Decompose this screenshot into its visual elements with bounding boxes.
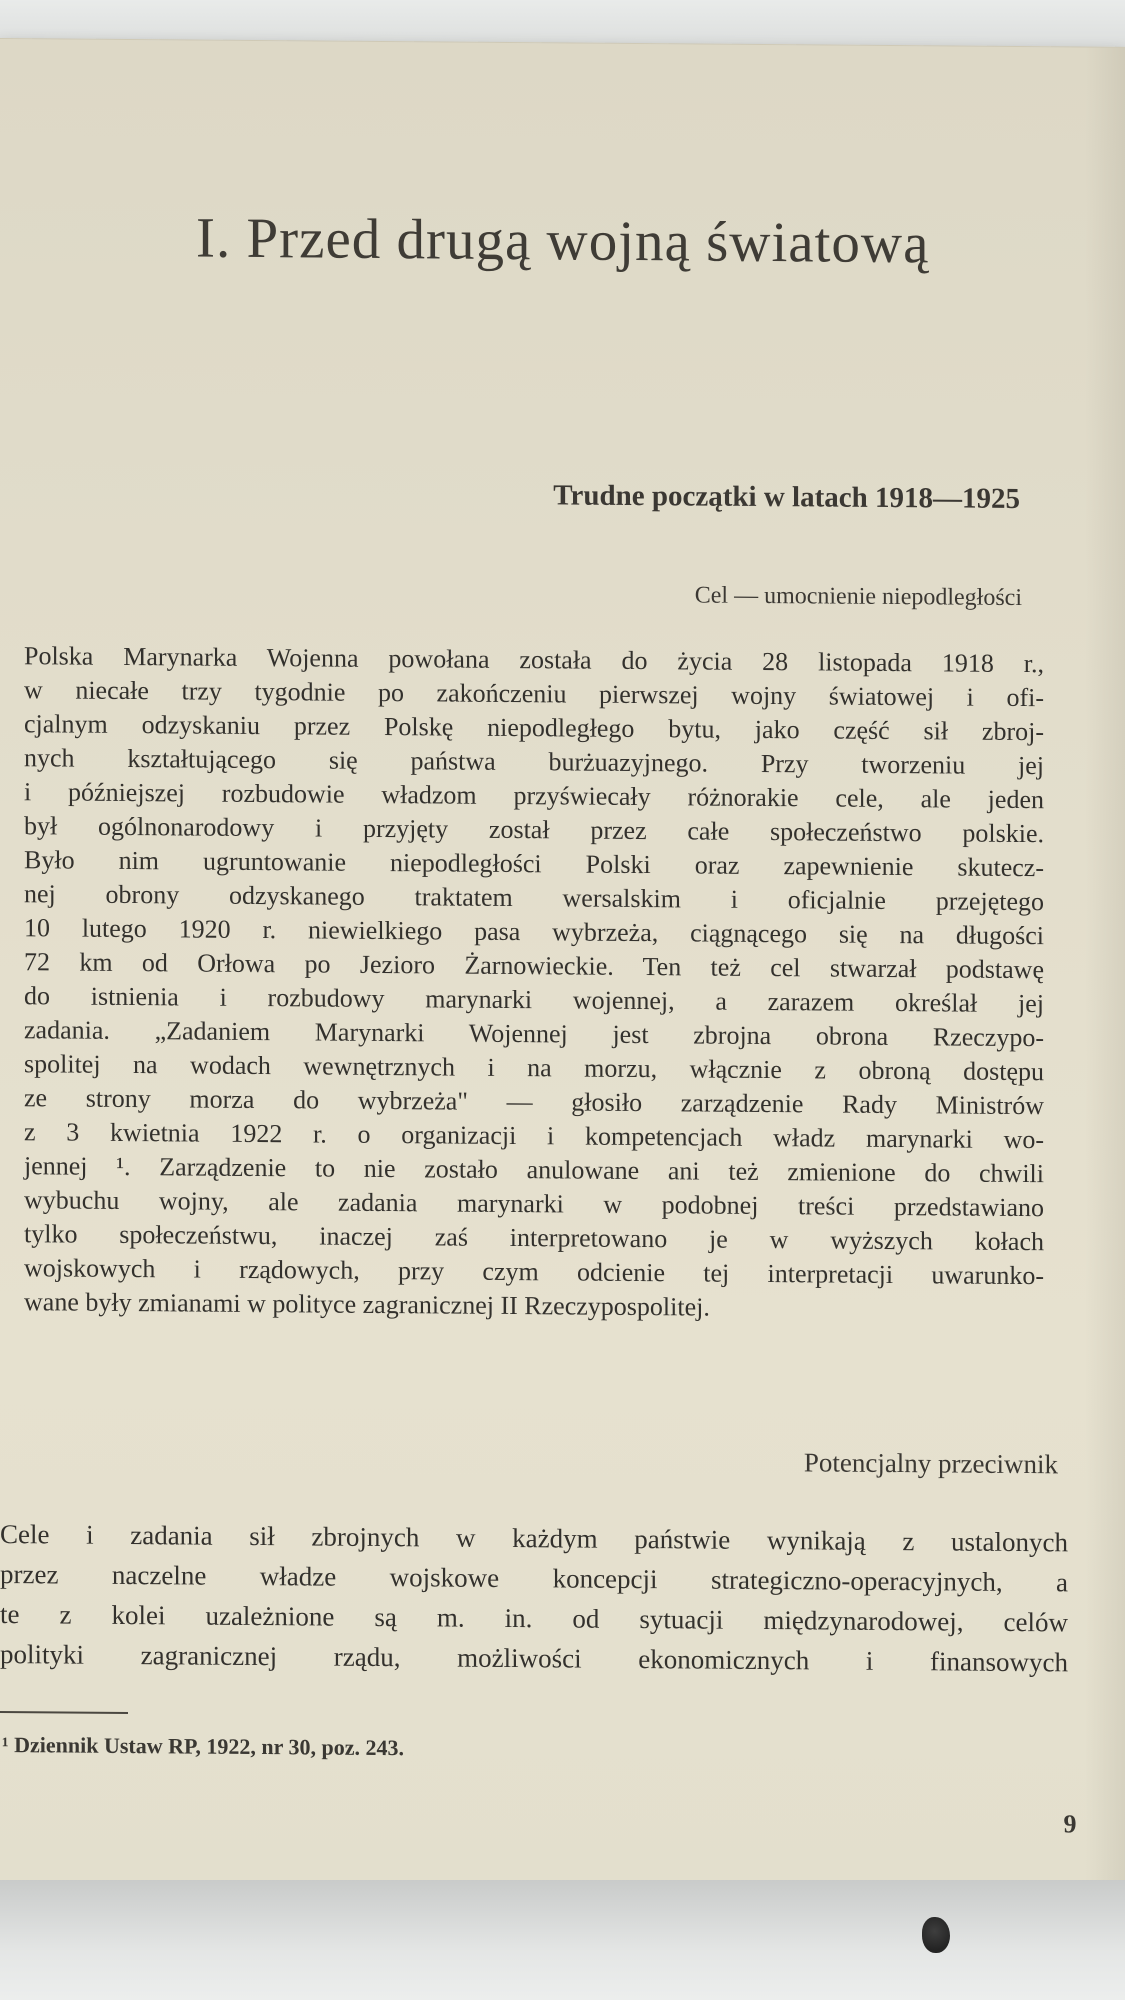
text-line: do istnienia i rozbudowy marynarki wojennej, a zarazem określał jej — [24, 981, 1044, 1019]
text-line: Polska Marynarka Wojenna powołana została do życia 28 listopada 1918 r., — [24, 641, 1044, 679]
book-page — [0, 38, 1125, 1898]
section-title: Trudne początki w latach 1918—1925 — [553, 479, 1020, 516]
text-line: wane były zmianami w polityce zagranicznej II Rzeczypospolitej. — [24, 1287, 710, 1322]
text-line: ze strony morza do wybrzeża" — głosiło zarządzenie Rady Ministrów — [24, 1083, 1044, 1121]
footnote-divider — [0, 1711, 128, 1714]
text-line: przez naczelne władze wojskowe koncepcji strategiczno-operacyjnych, a — [0, 1559, 1068, 1598]
subsection-title-goal: Cel — umocnienie niepodległości — [694, 582, 1022, 612]
paragraph-adversary — [0, 1514, 1068, 1682]
footnote-marker: ¹ — [2, 1732, 9, 1758]
text-line: wybuchu wojny, ale zadania marynarki w podobnej treści przedstawiano — [24, 1185, 1044, 1223]
footnote-text: Dziennik Ustaw RP, 1922, nr 30, poz. 243. — [14, 1732, 405, 1761]
text-line: te z kolei uzależnione są m. in. od sytuacji międzynarodowej, celów — [0, 1599, 1068, 1638]
page-number: 9 — [1063, 1809, 1077, 1839]
background-bottom — [0, 1880, 1125, 2000]
text-line: Było nim ugruntowanie niepodległości Polski oraz zapewnienie skutecz- — [24, 845, 1044, 883]
text-line: nych kształtującego się państwa burżuazyjnego. Przy tworzeniu jej — [24, 743, 1044, 781]
text-line: jennej ¹. Zarządzenie to nie zostało anulowane ani też zmienione do chwili — [24, 1151, 1044, 1189]
text-line: był ogólnonarodowy i przyjęty został przez całe społeczeństwo polskie. — [24, 811, 1044, 849]
text-line: 10 lutego 1920 r. niewielkiego pasa wybrzeża, ciągnącego się na długości — [24, 913, 1044, 951]
subsection-title-adversary: Potencjalny przeciwnik — [803, 1447, 1058, 1480]
text-line: Cele i zadania sił zbrojnych w każdym państwie wynikają z ustalonych — [0, 1519, 1068, 1558]
text-line: w niecałe trzy tygodnie po zakończeniu pierwszej wojny światowej i ofi- — [24, 675, 1044, 713]
chapter-title: I. Przed drugą wojną światową — [196, 206, 930, 276]
page-edge-shadow — [1085, 48, 1125, 1898]
paragraph-goal — [24, 639, 1044, 1327]
text-line: 72 km od Orłowa po Jezioro Żarnowieckie. Ten też cel stwarzał podstawę — [24, 947, 1044, 985]
text-line: tylko społeczeństwu, inaczej zaś interpretowano je w wyższych kołach — [24, 1219, 1044, 1257]
text-line: polityki zagranicznej rządu, możliwości ekonomicznych i finansowych — [0, 1639, 1068, 1678]
text-line: spolitej na wodach wewnętrznych i na morzu, włącznie z obroną dostępu — [24, 1049, 1044, 1087]
text-line: wojskowych i rządowych, przy czym odcienie tej interpretacji uwarunko- — [24, 1253, 1044, 1291]
text-line: i późniejszej rozbudowie władzom przyświecały różnorakie cele, ale jeden — [24, 777, 1044, 815]
text-line: cjalnym odzyskaniu przez Polskę niepodległego bytu, jako część sił zbroj- — [24, 709, 1044, 747]
footnote — [2, 1732, 404, 1761]
text-line: zadania. „Zadaniem Marynarki Wojennej jest zbrojna obrona Rzeczypo- — [24, 1015, 1044, 1053]
ink-smudge — [922, 1917, 950, 1953]
text-line: z 3 kwietnia 1922 r. o organizacji i kompetencjach władz marynarki wo- — [24, 1117, 1044, 1155]
text-line: nej obrony odzyskanego traktatem wersalskim i oficjalnie przejętego — [24, 879, 1044, 917]
